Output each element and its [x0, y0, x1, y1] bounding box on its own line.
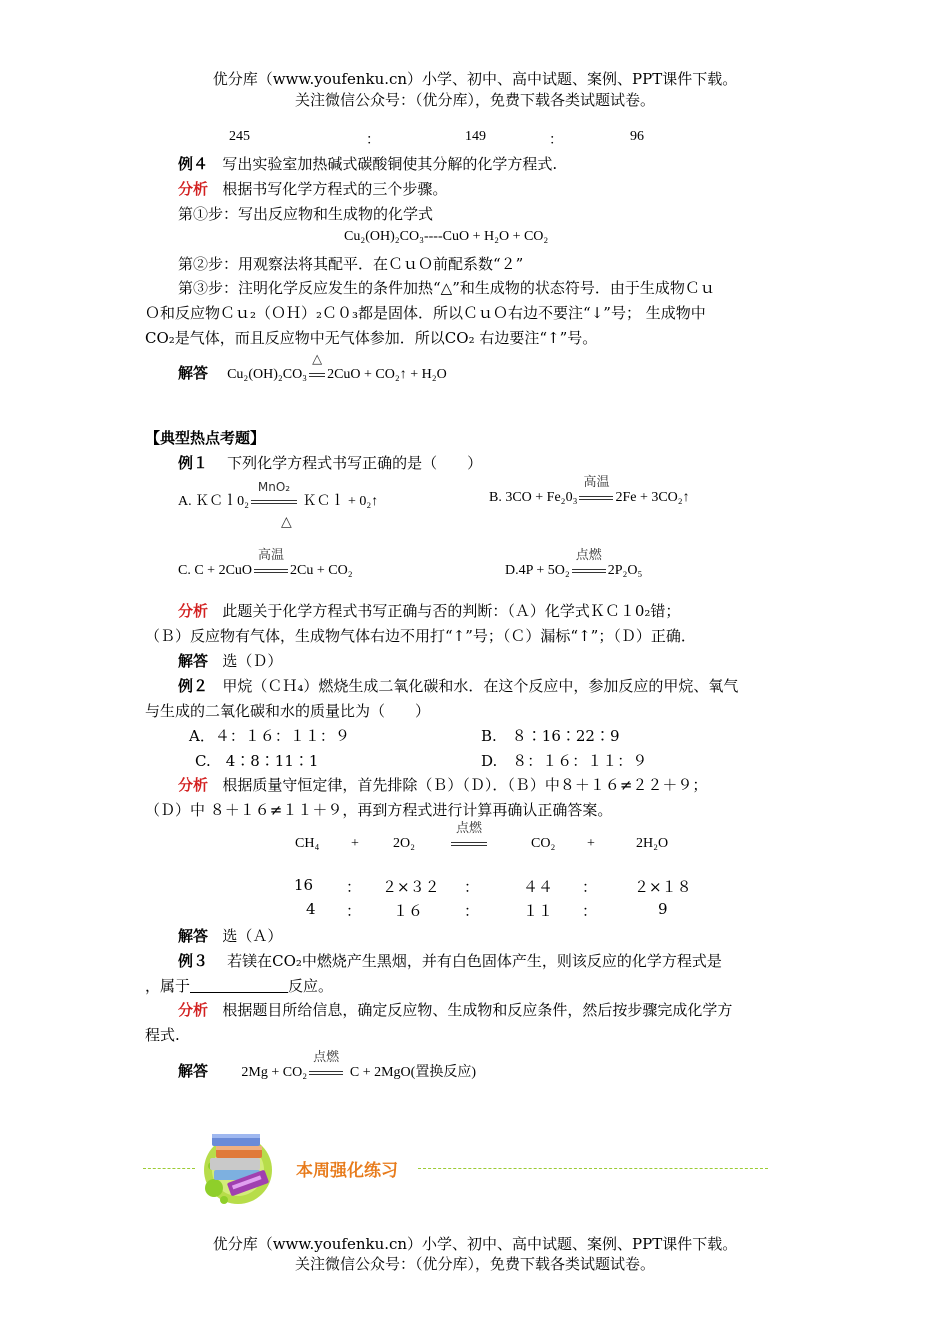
reaction-condition-heat: [309, 351, 325, 383]
mass-row-1-c1: 16: [294, 876, 314, 894]
mass-row-1-c2: ：: [346, 878, 362, 896]
catalyst-label: MnO₂: [257, 480, 291, 494]
header-line-2: 关注微信公众号：（优分库），免费下载各类试题试卷。: [294, 91, 655, 109]
mass-row-1-c5: ４４: [523, 878, 554, 896]
heat-symbol: △: [312, 351, 323, 366]
example-1-question: 下列化学方程式书写正确的是（ ）: [227, 454, 483, 472]
mass-row-2-c3: １６: [393, 902, 424, 920]
step-3-line-1: 第③步：注明化学反应发生的条件加热“△”和生成物的状态符号．由于生成物Ｃｕ: [178, 279, 715, 297]
example-3-question-line-1: 若镁在CO₂中燃烧产生黑烟，并有白色固体产生，则该反应的化学方程式是: [227, 952, 722, 970]
footer-line-1: 优分库（www.youfenku.cn）小学、初中、高中试题、案例、PPT课件下载。: [212, 1235, 738, 1253]
header-line-1: 优分库（www.youfenku.cn）小学、初中、高中试题、案例、PPT课件下载。: [212, 70, 738, 88]
example-3-analysis-line-2: 程式.: [145, 1026, 180, 1044]
banner-divider-left: [143, 1168, 195, 1169]
mass-row-1-c4: ：: [464, 878, 480, 896]
ignite-label: 点燃: [455, 820, 482, 835]
eq-o2: 2O₂: [393, 836, 415, 851]
option-a-reactant: A. ＫＣｌ0₂: [178, 494, 249, 509]
example-1-label: 例１: [178, 454, 209, 472]
step-2: 第②步：用观察法将其配平．在ＣｕＯ前配系数“２”: [178, 255, 524, 273]
banner-title: 本周强化练习: [296, 1161, 398, 1181]
example-2-label: 例２: [178, 677, 209, 695]
answer-products: C + 2MgO(置换反应): [349, 1065, 476, 1080]
mass-row-2-c7: 9: [658, 900, 668, 918]
ratio-colon-2: ：: [549, 133, 563, 148]
option-a-products: ＫＣｌ + 0₂↑: [302, 494, 379, 509]
option-b-reactants: B. 3CO + Fe₂0₃: [489, 490, 578, 505]
question-prefix: ，属于: [145, 977, 191, 995]
answer-products: 2CuO + CO₂↑ + H₂O: [327, 367, 447, 382]
analysis-label: 分析: [178, 180, 209, 198]
option-b-condition: [579, 474, 613, 506]
step-1: 第①步：写出反应物和生成物的化学式: [178, 205, 434, 223]
mass-row-2-c4: ：: [464, 902, 480, 920]
answer-condition: [309, 1049, 343, 1081]
answer-text: 选（Ａ）: [222, 927, 283, 945]
example-4-analysis: [178, 178, 447, 199]
ignite-label: 点燃: [313, 1049, 340, 1064]
step-3-line-2: Ｏ和反应物Ｃｕ₂（ＯＨ）₂Ｃ０₃都是固体．所以ＣｕＯ右边不要注“↓”号； 生成物中: [145, 304, 706, 322]
eq-co2: CO₂: [531, 836, 556, 851]
option-c-condition: [254, 547, 288, 579]
mass-row-2-c6: ：: [582, 902, 598, 920]
option-a: A．４：１６：１１：９: [189, 727, 350, 745]
option-c: [178, 547, 353, 579]
mass-row-2-c2: ：: [346, 902, 362, 920]
mass-row-1-c6: ：: [582, 878, 598, 896]
analysis-text: 根据书写化学方程式的三个步骤。: [222, 180, 448, 198]
banner-divider-right: [418, 1168, 768, 1169]
answer-blank: [190, 978, 288, 993]
answer-label: 解答: [178, 652, 209, 670]
answer-label: 解答: [178, 927, 209, 945]
option-b: [489, 474, 690, 506]
section-title: 【典型热点考题】: [145, 429, 266, 447]
example-3-label: 例３: [178, 952, 209, 970]
ignite-label: 点燃: [575, 547, 602, 562]
example-2-question-line-1: 甲烷（ＣＨ₄）燃烧生成二氧化碳和水．在这个反应中，参加反应的甲烷、氧气: [222, 677, 739, 695]
eq-plus-2: +: [587, 836, 595, 851]
analysis-text: 根据质量守恒定律，首先排除（Ｂ）（Ｄ）．（Ｂ）中８＋１６≠２２＋９；: [222, 776, 708, 794]
mass-row-1-c3: ２×３２: [382, 878, 440, 896]
option-d-products: 2P₂O₅: [607, 563, 643, 578]
option-d: [505, 547, 643, 579]
answer-reactant: Cu₂(OH)₂CO₃: [227, 367, 308, 382]
answer-reactants: 2Mg + CO₂: [241, 1065, 308, 1080]
question-suffix: 反应。: [288, 977, 334, 995]
answer-label: 解答: [178, 1062, 209, 1080]
example-4: [178, 153, 557, 174]
ratio-value-c: 96: [630, 129, 644, 144]
answer-text: 选（Ｄ）: [222, 652, 283, 670]
analysis-label: 分析: [178, 776, 209, 794]
footer-line-2: 关注微信公众号：（优分库），免费下载各类试题试卷。: [294, 1255, 655, 1273]
example-2-answer: [178, 925, 282, 946]
analysis-label: 分析: [178, 1001, 209, 1019]
analysis-text: 此题关于化学方程式书写正确与否的判断：（Ａ）化学式ＫＣ１0₂错；: [222, 602, 681, 620]
example-2-question-line-2: 与生成的二氧化碳和水的质量比为（ ）: [145, 702, 431, 720]
example-4-answer: [178, 351, 447, 383]
analysis-text: 根据题目所给信息，确定反应物、生成物和反应条件，然后按步骤完成化学方: [222, 1001, 733, 1019]
option-c-products: 2Cu + CO₂: [290, 563, 353, 578]
option-a: [178, 480, 379, 510]
example-1-answer: [178, 650, 282, 671]
step-3-line-3: CO₂是气体，而且反应物中无气体参加．所以CO₂ 右边要注“↑”号。: [145, 329, 598, 347]
option-c: C. 4∶8∶11∶1: [195, 752, 319, 770]
eq-h2o: 2H₂O: [636, 836, 669, 851]
example-2-analysis-line-2: （Ｄ）中 ８＋１６≠１１＋９，再到方程式进行计算再确认正确答案。: [145, 801, 613, 819]
example-2: [178, 675, 738, 696]
option-c-reactants: C. C + 2CuO: [178, 563, 253, 578]
example-3-question-line-2: [145, 975, 333, 996]
option-b: B. ８∶16∶22∶9: [481, 727, 620, 745]
example-1: [178, 452, 482, 473]
high-temp-label: 高温: [583, 474, 610, 489]
eq-plus-1: +: [351, 836, 359, 851]
equation-unbalanced: Cu₂(OH)₂CO₃----CuO + H₂O + CO₂: [344, 229, 549, 244]
example-1-analysis-line-2: （Ｂ）反应物有气体，生成物气体右边不用打“↑”号；（Ｃ）漏标“↑”；（Ｄ）正确．: [145, 627, 696, 645]
option-b-products: 2Fe + 3CO₂↑: [615, 490, 690, 505]
ratio-value-a: 245: [229, 129, 250, 144]
example-3-answer: [178, 1049, 476, 1081]
option-a-condition: [251, 480, 297, 510]
high-temp-label: 高温: [258, 547, 285, 562]
ratio-value-b: 149: [465, 129, 486, 144]
option-d-reactants: D.4P + 5O₂: [505, 563, 570, 578]
option-d: D. ８：１６：１１：９: [481, 752, 648, 770]
option-a-heat-symbol: △: [281, 514, 292, 530]
books-icon: [198, 1118, 290, 1210]
mass-row-1-c7: ２×１８: [634, 878, 692, 896]
eq-condition: [449, 820, 489, 852]
example-4-label: 例４: [178, 155, 209, 173]
option-d-condition: [572, 547, 606, 579]
mass-row-2-c5: １１: [523, 902, 554, 920]
ratio-colon-1: ：: [366, 133, 380, 148]
example-3-analysis: [178, 999, 732, 1020]
mass-row-2-c1: 4: [306, 900, 316, 918]
example-1-analysis: [178, 600, 680, 621]
analysis-label: 分析: [178, 602, 209, 620]
example-4-question: 写出实验室加热碱式碳酸铜使其分解的化学方程式.: [222, 155, 558, 173]
example-2-analysis: [178, 774, 707, 795]
example-3: [178, 950, 722, 971]
eq-ch4: CH₄: [295, 836, 320, 851]
answer-label: 解答: [178, 364, 209, 382]
